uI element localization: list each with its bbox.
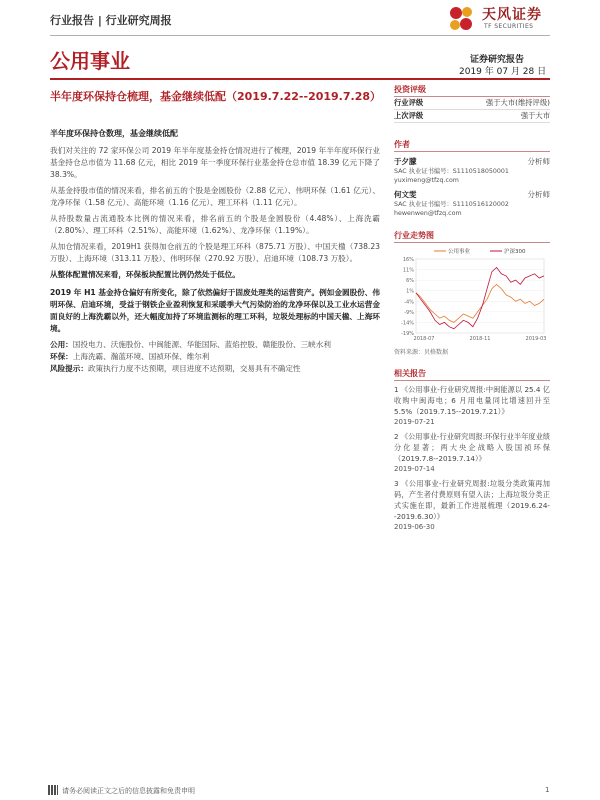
related-report-title[interactable]: 2 《公用事业-行业研究周报:环保行业半年度业绩分化显著；两大央企战略入股国祯环保（2019.7.8--2019.7.14）》: [394, 432, 550, 463]
company-logo: [444, 3, 554, 37]
x-tick-label: 2019-03: [525, 336, 547, 342]
header-divider: [50, 35, 550, 36]
related-report-title[interactable]: 3 《公用事业-行业研究周报:垃圾分类政策再加码，产生者付费原则有望入法；上海垃圾分类正式实施在即，最新工作进展梳理（2019.6.24--2019.6.30）》: [394, 479, 550, 521]
page-number: 1: [545, 786, 550, 794]
recommend-label: 环保：: [50, 352, 73, 361]
y-tick-label: 16%: [402, 257, 414, 263]
page-footer: [0, 786, 600, 800]
author-block: [394, 156, 550, 185]
paragraph-emphasis: 从整体配置情况来看，环保板块配置比例仍然处于低位。: [50, 270, 240, 279]
rating-row: [394, 110, 550, 123]
author-title: 作者: [394, 137, 550, 152]
rating-value: 强于大市: [520, 111, 550, 120]
author-email[interactable]: hewenwen@tfzq.com: [394, 210, 462, 217]
y-tick-label: 6%: [406, 278, 414, 285]
industry-trend-chart: [394, 245, 550, 345]
x-tick-label: 2018-11: [469, 336, 491, 342]
paragraph: 我们对关注的 72 家环保公司 2019 年半年度基金持仓情况进行了梳理，2019 年半年度环保行业基金持仓总市值为 11.68 亿元，相比 2019 年一季度环保行业基金持仓总市值 18.39 亿元下降了 38.3%。: [50, 146, 380, 179]
report-body: [50, 128, 380, 379]
report-subtitle: 半年度环保持仓梳理，基金继续低配（2019.7.22--2019.7.28）: [50, 90, 381, 103]
related-report[interactable]: [394, 384, 550, 428]
logo-cn-text: 天风证券: [482, 7, 542, 23]
paragraph: 从加仓情况来看，2019H1 获得加仓前五的个股是理工环科（875.71 万股）、中国天楹（738.23 万股）、上海环境（313.11 万股）、伟明环保（270.92 万股）、启迪环境（108.73 万股）。: [50, 242, 380, 263]
related-title: 相关报告: [394, 366, 550, 381]
y-tick-label: -19%: [401, 331, 414, 337]
risk-text: 政策执行力度不达预期，项目进度不达预期，交易具有不确定性: [87, 364, 301, 373]
rating-key: 行业评级: [394, 98, 424, 107]
paragraph: 从持股数量占流通股本比例的情况来看，排名前五的个股是金圆股份（4.48%）、上海洗霸（2.80%）、理工环科（2.51%）、高能环境（1.62%）、龙净环保（1.19%）。: [50, 214, 380, 235]
disclaimer-text: 请务必阅读正文之后的信息披露和免责申明: [62, 787, 195, 795]
paragraph: 从基金持股市值的情况来看，排名前五的个股是金圆股份（2.88 亿元）、伟明环保（1.61 亿元）、龙净环保（1.58 亿元）、高能环境（1.16 亿元）、理工环科（1.11 亿元）。: [50, 186, 380, 207]
author-name: 何文雯: [394, 190, 417, 199]
related-report-date: 2019-07-21: [394, 418, 435, 426]
logo-en-text: TF SECURITIES: [484, 23, 534, 30]
rating-row: [394, 97, 550, 110]
petal-logo-icon: [444, 3, 480, 37]
rating-key: 上次评级: [394, 111, 424, 120]
author-cert: SAC 执业证书编号：S1110518050001: [394, 168, 509, 175]
y-tick-label: -4%: [404, 299, 414, 306]
series-line-csi300: [416, 268, 544, 329]
chart-plot-frame: [416, 259, 544, 333]
recommend-list: 上海洗霸、瀚蓝环境、国祯环保、维尔利: [72, 352, 210, 361]
report-category-tag: 行业报告 | 行业研究周报: [50, 14, 172, 27]
related-report[interactable]: [394, 431, 550, 475]
author-block: [394, 189, 550, 218]
recommend-label: 公用：: [50, 340, 73, 349]
y-tick-label: 11%: [402, 267, 414, 274]
author-name: 于夕朦: [394, 157, 417, 166]
series-line-utilities: [416, 284, 544, 322]
related-report-date: 2019-06-30: [394, 523, 435, 531]
rating-value: 强于大市(维持评级): [485, 98, 550, 107]
report-type: 证券研究报告: [470, 55, 525, 65]
legend-label: 沪深300: [504, 249, 526, 255]
recommend-utilities: [50, 339, 380, 351]
y-tick-label: -14%: [401, 320, 414, 327]
author-email[interactable]: yuximeng@tfzq.com: [394, 177, 459, 184]
sidebar: [394, 78, 550, 533]
legend-label: 公用事业: [448, 249, 471, 255]
recommend-list: 国投电力、沃施股份、中闽能源、华能国际、蓝焰控股、赣能股份、三峡水利: [72, 340, 331, 349]
chart-title: 行业走势图: [394, 228, 550, 243]
y-tick-label: 1%: [406, 288, 414, 295]
qr-code-icon: [48, 785, 58, 795]
recommend-env: [50, 351, 380, 363]
author-title-text: 分析师: [527, 157, 550, 166]
report-date: 2019 年 07 月 28 日: [459, 67, 547, 77]
related-report[interactable]: [394, 478, 550, 533]
risk-label: 风险提示：: [50, 364, 88, 373]
section-heading: 半年度环保持仓数理，基金继续低配: [50, 129, 178, 138]
risk-warning: [50, 363, 380, 375]
related-report-title[interactable]: 1 《公用事业-行业研究周报:中闽能源以 25.4 亿收购中闽海电；6 月用电量同比增速回升至 5.5%（2019.7.15--2019.7.21）》: [394, 385, 550, 416]
chart-source: 资料来源：贝格数据: [394, 349, 449, 356]
author-cert: SAC 执业证书编号：S1110516120002: [394, 201, 509, 208]
x-tick-label: 2018-07: [413, 336, 435, 342]
rating-title: 投资评级: [394, 82, 550, 97]
related-report-date: 2019-07-14: [394, 465, 435, 473]
y-tick-label: -9%: [404, 309, 414, 316]
sector-title: 公用事业: [50, 49, 130, 73]
author-title-text: 分析师: [527, 190, 550, 199]
paragraph-emphasis: 2019 年 H1 基金持仓偏好有所变化，除了依然偏好于固废处理类的运营资产。例如金圆股份、伟明环保、启迪环境，受益于钢铁企业盈利恢复和采暖季大气污染防治的龙净环保以及工业水运营金面良好的上海洗霸以外，还大幅度加持了环境监测标的理工环科，垃圾处理标的中国天楹、上海环境。: [50, 288, 380, 333]
